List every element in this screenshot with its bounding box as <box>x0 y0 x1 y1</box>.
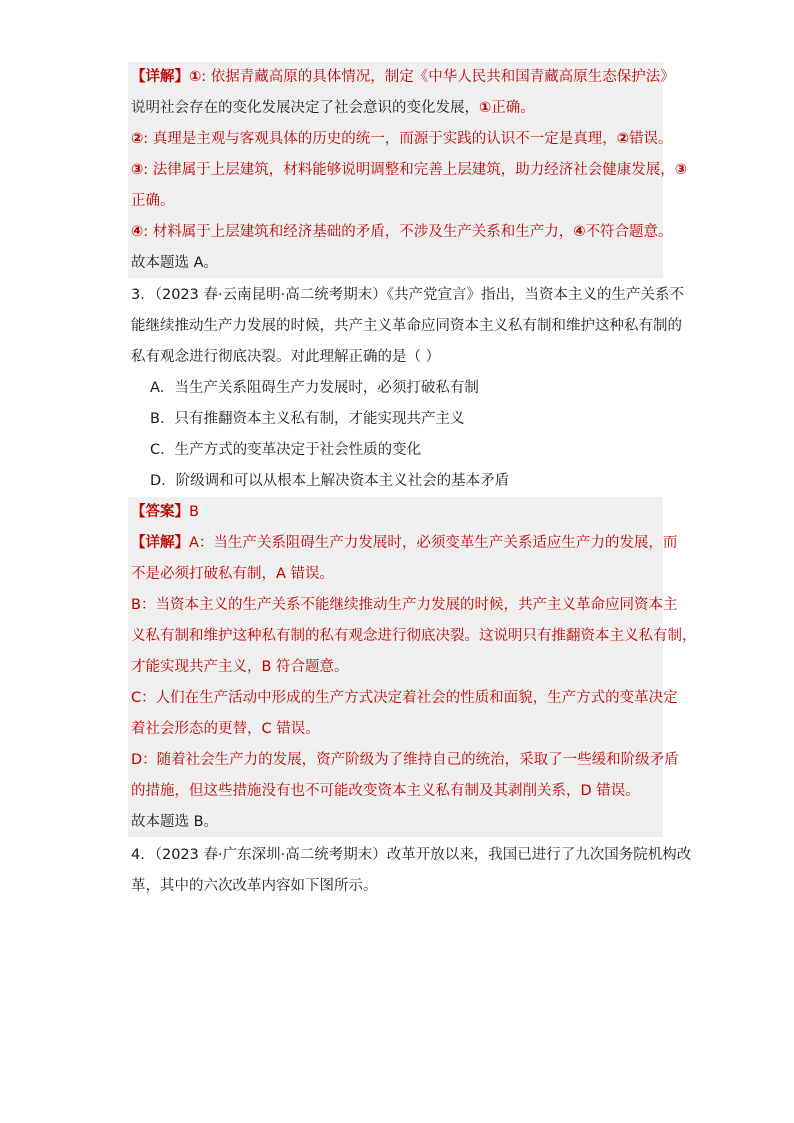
detail-line-c2: 着社会形态的更替，C 错误。 <box>131 721 320 737</box>
option-b: B．只有推翻资本主义私有制，才能实现共产主义 <box>150 411 465 427</box>
explanation-line-1: 【详解】①: 依据青藏高原的具体情况，制定《中华人民共和国青藏高原生态保护法》 <box>131 69 675 85</box>
answer-tag: 【答案】 <box>131 504 189 520</box>
answer-line <box>131 502 199 522</box>
detail-tag: 【详解】 <box>131 535 189 551</box>
explanation-line-6: ④: 材料属于上层建筑和经济基础的矛盾，不涉及生产关系和生产力，④不符合题意。 <box>131 224 673 240</box>
detail-line-b3: 才能实现共产主义，B 符合题意。 <box>131 659 349 675</box>
answer-value: B <box>189 504 199 520</box>
detail-line-c1: C：人们在生产活动中形成的生产方式决定着社会的性质和面貌，生产方式的变革决定 <box>131 690 678 706</box>
option-d: D．阶级调和可以从根本上解决资本主义社会的基本矛盾 <box>150 473 510 489</box>
explanation-line-5: 正确。 <box>131 193 175 209</box>
explanation-line-7: 故本题选 A。 <box>131 255 219 271</box>
detail-line-d2: 的措施，但这些措施没有也不可能改变资本主义私有制及其剥削关系，D 错误。 <box>131 783 640 799</box>
question-4-line-1: 4．（2023 春·广东深圳·高二统考期末）改革开放以来，我国已进行了九次国务院机构改 <box>131 847 692 863</box>
question-3-line-2: 能继续推动生产力发展的时候，共产主义革命应同资本主义私有制和维护这种私有制的 <box>131 318 682 334</box>
option-a: A．当生产关系阻碍生产力发展时，必须打破私有制 <box>150 380 479 396</box>
explanation-line-3: ②: 真理是主观与客观具体的历史的统一，而源于实践的认识不一定是真理，②错误。 <box>131 131 673 147</box>
explanation-line-4: ③: 法律属于上层建筑，材料能够说明调整和完善上层建筑，助力经济社会健康发展，③ <box>131 162 688 178</box>
detail-line-a2: 不是必须打破私有制，A 错误。 <box>131 566 335 582</box>
detail-line-end: 故本题选 B。 <box>131 814 219 830</box>
detail-tag: 【详解】 <box>131 69 189 85</box>
option-c: C．生产方式的变革决定于社会性质的变化 <box>150 442 422 458</box>
detail-line-b1: B：当资本主义的生产关系不能继续推动生产力发展的时候，共产主义革命应同资本主 <box>131 597 678 613</box>
detail-line-b2: 义私有制和维护这种私有制的私有观念进行彻底决裂。这说明只有推翻资本主义私有制， <box>131 628 697 644</box>
detail-line-a1: 【详解】A：当生产关系阻碍生产力发展时，必须变革生产关系适应生产力的发展，而 <box>131 535 678 551</box>
explanation-line-2: 说明社会存在的变化发展决定了社会意识的变化发展，①正确。 <box>131 100 535 116</box>
question-3-line-3: 私有观念进行彻底决裂。对此理解正确的是（ ） <box>131 349 441 365</box>
detail-line-d1: D：随着社会生产力的发展，资产阶级为了维持自己的统治，采取了一些缓和阶级矛盾 <box>131 752 679 768</box>
question-4-line-2: 革，其中的六次改革内容如下图所示。 <box>131 878 378 894</box>
question-3-line-1: 3．（2023 春·云南昆明·高二统考期末）《共产党宣言》指出，当资本主义的生产关系不 <box>131 287 684 303</box>
